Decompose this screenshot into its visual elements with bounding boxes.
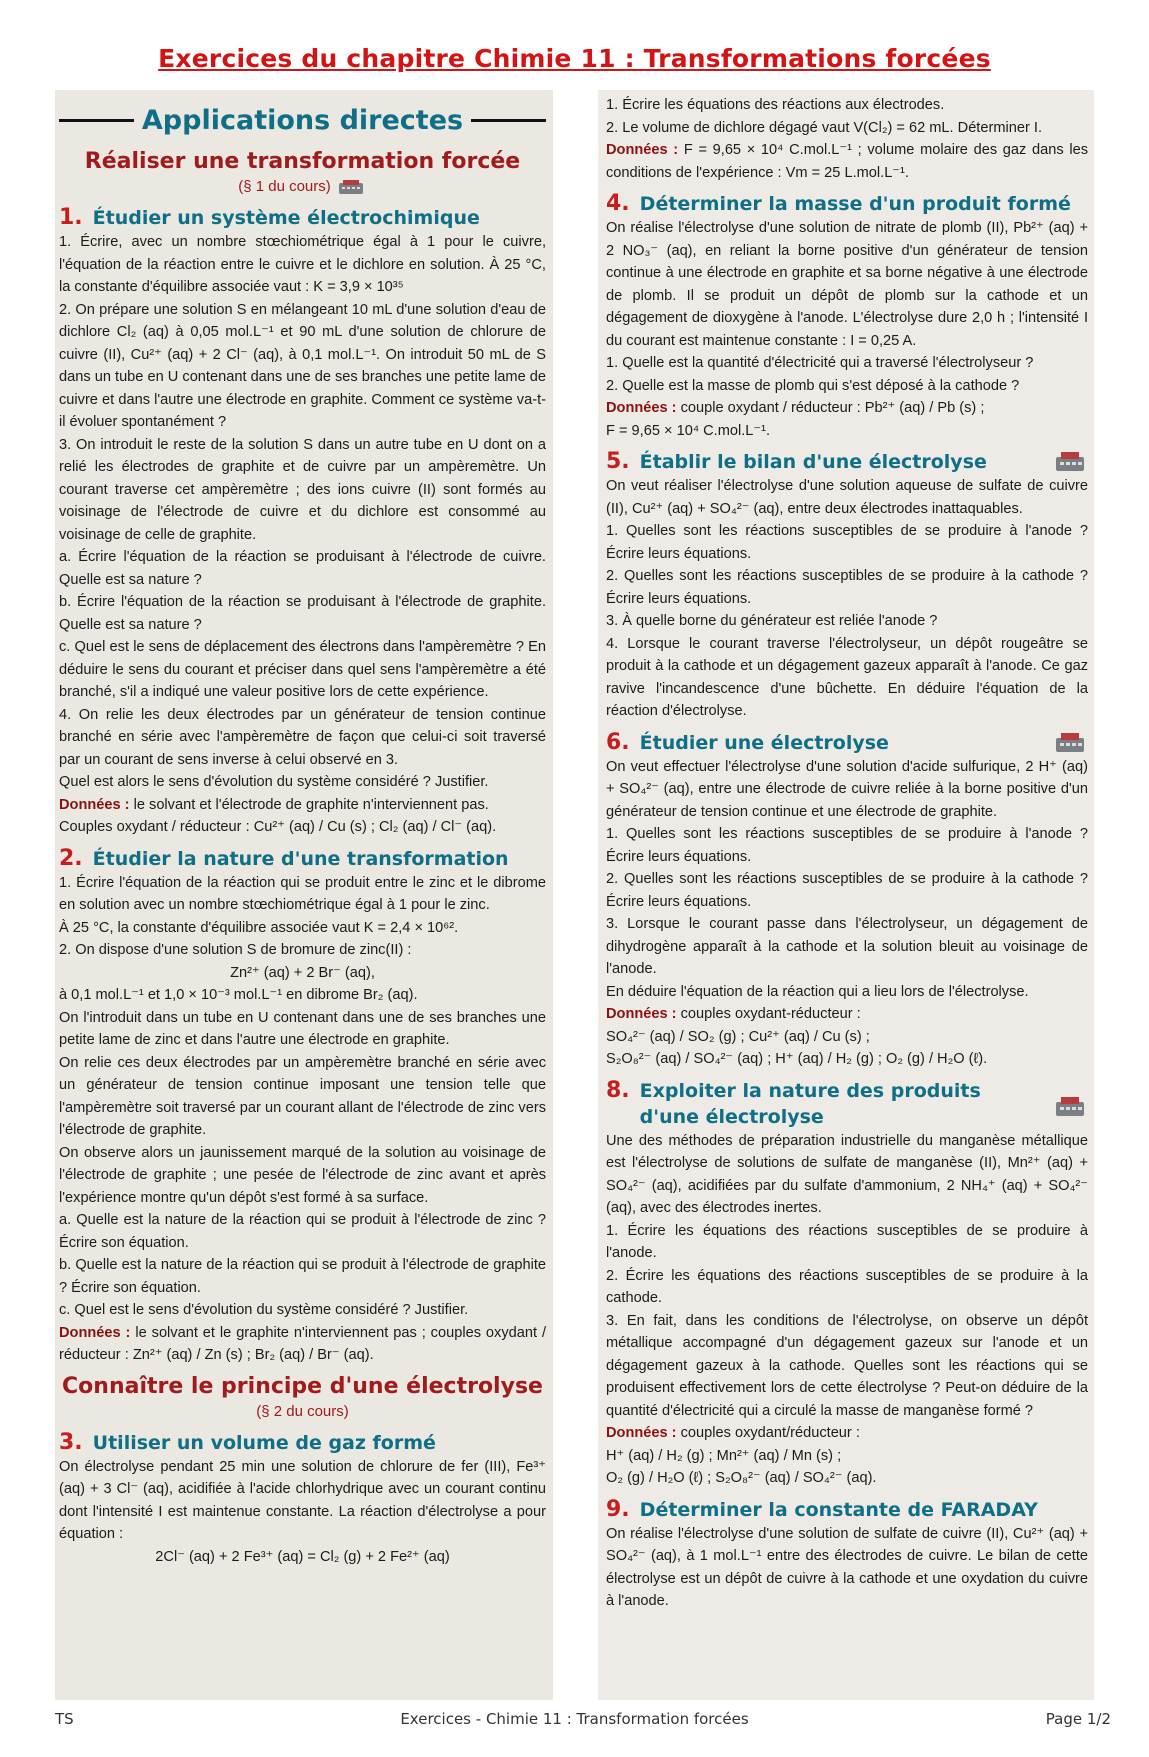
data-block: Données : le solvant et le graphite n'interviennent pas ; couples oxydant / réducteur : Zn²⁺ (aq) / Zn (s) ; Br₂ (aq) / Br⁻ (aq). — [59, 1324, 547, 1363]
exercise-title: 3. Utiliser un volume de gaz formé — [59, 1429, 436, 1455]
data-block: Données : couples oxydant-réducteur : — [606, 1006, 861, 1022]
question: On veut réaliser l'électrolyse d'une solution aqueuse de sulfate de cuivre (II), Cu²⁺ (aq) + SO₄²⁻ (aq), entre deux électrodes inattaquables. — [606, 478, 1088, 517]
question: c. Quel est le sens d'évolution du système considéré ? Justifier. — [59, 1302, 469, 1318]
section-title: Réaliser une transformation forcée — [84, 149, 521, 174]
question: à 0,1 mol.L⁻¹ et 1,0 × 10⁻³ mol.L⁻¹ en dibrome Br₂ (aq). — [59, 987, 418, 1003]
data-line: H⁺ (aq) / H₂ (g) ; Mn²⁺ (aq) / Mn (s) ; — [606, 1447, 842, 1464]
question: 2. On dispose d'une solution S de bromure de zinc(II) : — [59, 942, 412, 958]
data-block: Données : le solvant et l'électrode de graphite n'interviennent pas. — [59, 796, 489, 813]
calculator-icon — [1054, 732, 1088, 754]
question: On réalise l'électrolyse d'une solution de sulfate de cuivre (II), Cu²⁺ (aq) + SO₄²⁻ (aq), à 1 mol.L⁻¹ entre des électrodes de cuivre. Le bilan de cette électrolyse est un dépôt de cuivre à la cathode et une oxydation du cuivre à l'anode. — [606, 1525, 1088, 1609]
banner-rule-left — [59, 119, 134, 122]
question: 1. Quelles sont les réactions susceptibles de se produire à l'anode ? Écrire leurs équations. — [606, 826, 1088, 865]
right-column — [598, 90, 1094, 1700]
question: a. Quelle est la nature de la réaction qui se produit à l'électrode de zinc ? Écrire son équation. — [59, 1212, 546, 1251]
calculator-icon — [1054, 1096, 1088, 1118]
banner — [59, 98, 546, 142]
question: Une des méthodes de préparation industrielle du manganèse métallique est l'électrolyse de solutions de sulfate de manganèse (II), Mn²⁺ (aq) + SO₄²⁻ (aq), acidifiées par du sulfate d'ammonium, 2 NH₄⁺ (aq) + SO₄²⁻ (aq), avec des électrodes inertes. — [606, 1132, 1088, 1216]
banner-rule-right — [471, 119, 546, 122]
exercise-title: 8. Exploiter la nature des produits d'une électrolyse — [606, 1078, 1088, 1130]
question: 2. Quelles sont les réactions susceptibles de se produire à la cathode ? Écrire leurs équations. — [606, 568, 1088, 607]
question: On veut effectuer l'électrolyse d'une solution d'acide sulfurique, 2 H⁺ (aq) + SO₄²⁻ (aq), entre une électrode de cuivre reliée à la borne positive d'un générateur de tension continue et une électrode de graphite. — [606, 758, 1088, 820]
question: 2. Quelle est la masse de plomb qui s'est déposé à la cathode ? — [606, 377, 1020, 394]
question: 1. Quelle est la quantité d'électricité qui a traversé l'électrolyseur ? — [606, 355, 1034, 371]
question: 2. Quelles sont les réactions susceptibles de se produire à la cathode ? Écrire leurs équations. — [606, 871, 1088, 910]
left-column — [55, 90, 553, 1700]
question: 3. On introduit le reste de la solution S dans un autre tube en U dont on a relié les électrodes de graphite et de cuivre par un ampèremètre. Un courant traverse cet ampèremètre ; des ions cuivre (II) sont formés au voisinage de l'électrode de cuivre et du dichlore est consommé au voisinage de celle de graphite. — [59, 436, 546, 543]
exercise-title: 1. Étudier un système électrochimique — [59, 205, 480, 230]
question: Quel est alors le sens d'évolution du système considéré ? Justifier. — [59, 774, 489, 790]
question: 1. Écrire l'équation de la réaction qui se produit entre le zinc et le dibrome en solution avec un nombre stœchiométrique égal à 1 pour le zinc. — [59, 874, 546, 913]
data-line: F = 9,65 × 10⁴ C.mol.L⁻¹. — [606, 422, 771, 439]
question: On électrolyse pendant 25 min une solution de chlorure de fer (III), Fe³⁺ (aq) + 3 Cl⁻ (aq), acidifiée à l'acide chlorhydrique avec un courant continu dont l'intensité I est maintenue constante. La réaction d'électrolyse a pour équation : — [59, 1458, 546, 1542]
question: En déduire l'équation de la réaction qui a lieu lors de l'électrolyse. — [606, 983, 1029, 1000]
data-line: O₂ (g) / H₂O (ℓ) ; S₂O₈²⁻ (aq) / SO₄²⁻ (aq). — [606, 1470, 877, 1486]
equation: Zn²⁺ (aq) + 2 Br⁻ (aq), — [230, 964, 375, 981]
data-line: Couples oxydant / réducteur : Cu²⁺ (aq) / Cu (s) ; Cl₂ (aq) / Cl⁻ (aq). — [59, 819, 497, 835]
question: 2. Écrire les équations des réactions susceptibles de se produire à la cathode. — [606, 1267, 1088, 1306]
exercise-title: 4. Déterminer la masse d'un produit formé — [606, 191, 1071, 216]
question: On relie ces deux électrodes par un ampèremètre branché en série avec un générateur de tension continue imposant une tension telle que l'ampèremètre soit traversé par un courant allant de l'électrode de zinc vers l'électrode de graphite. — [59, 1054, 546, 1138]
exercise-title: 5. Établir le bilan d'une électrolyse — [606, 449, 1088, 475]
question: 3. À quelle borne du générateur est reliée l'anode ? — [606, 613, 938, 629]
banner-title: Applications directes — [141, 104, 464, 136]
section-subtitle: (§ 2 du cours) — [256, 1402, 349, 1420]
exercise-title: 2. Étudier la nature d'une transformation — [59, 845, 509, 871]
data-line: S₂O₈²⁻ (aq) / SO₄²⁻ (aq) ; H⁺ (aq) / H₂ (g) ; O₂ (g) / H₂O (ℓ). — [606, 1051, 988, 1067]
exercise-title: 9. Déterminer la constante de FARADAY — [606, 1496, 1038, 1522]
footer-class: TS — [55, 1710, 74, 1728]
question: À 25 °C, la constante d'équilibre associée vaut K = 2,4 × 10⁶². — [59, 919, 459, 936]
question: 2. Le volume de dichlore dégagé vaut V(Cl₂) = 62 mL. Déterminer I. — [606, 119, 1042, 136]
question: 1. Écrire les équations des réactions susceptibles de se produire à l'anode. — [606, 1222, 1088, 1261]
question: b. Écrire l'équation de la réaction se produisant à l'électrode de graphite. Quelle est sa nature ? — [59, 594, 546, 633]
question: 4. On relie les deux électrodes par un générateur de tension continue branché en série avec l'ampèremètre de façon que celui-ci soit traversé par un courant de sens inverse à celui observé en 3. — [59, 706, 546, 768]
question: 3. Lorsque le courant passe dans l'électrolyseur, un dégagement de dihydrogène apparaît à la cathode et la solution bleuit au voisinage de l'anode. — [606, 916, 1088, 977]
page-footer — [0, 1710, 1149, 1734]
question: 1. Quelles sont les réactions susceptibles de se produire à l'anode ? Écrire leurs équations. — [606, 523, 1088, 562]
question: 3. En fait, dans les conditions de l'électrolyse, on observe un dépôt métallique accompagné d'un dégagement gazeux sur l'anode et un dégagement gazeux à la cathode. Quelles sont les réactions qui se produisent effectivement lors de cette électrolyse ? Peut-on déduire de la quantité d'électricité qui a circulé la masse de manganèse formé ? — [606, 1312, 1088, 1419]
page-number: Page 1/2 — [1045, 1710, 1111, 1728]
calculator-icon — [337, 179, 367, 195]
data-line: SO₄²⁻ (aq) / SO₂ (g) ; Cu²⁺ (aq) / Cu (s) ; — [606, 1028, 870, 1045]
exercise-title: 6. Étudier une électrolyse — [606, 730, 1088, 756]
page-title: Exercices du chapitre Chimie 11 : Transformations forcées — [158, 44, 991, 73]
data-block: Données : F = 9,65 × 10⁴ C.mol.L⁻¹ ; volume molaire des gaz dans les conditions de l'expérience : Vm = 25 L.mol.L⁻¹. — [606, 142, 1088, 181]
section-title: Connaître le principe d'une électrolyse — [62, 1373, 543, 1399]
question: 4. Lorsque le courant traverse l'électrolyseur, un dépôt rougeâtre se produit à la cathode et un dégagement gazeux apparaît à l'anode. Ce gaz ravive l'incandescence d'une bûchette. En déduire l'équation de la réaction d'électrolyse. — [606, 635, 1088, 719]
data-block: Données : couple oxydant / réducteur : Pb²⁺ (aq) / Pb (s) ; — [606, 400, 985, 416]
question: On réalise l'électrolyse d'une solution de nitrate de plomb (II), Pb²⁺ (aq) + 2 NO₃⁻ (aq), en reliant la borne positive d'un générateur de tension continue à une électrode en graphite et sa borne négative à une électrode de plomb. Il se produit un dépôt de plomb sur la cathode et un dégagement de dioxygène à l'anode. L'électrolyse dure 2,0 h ; l'intensité I du courant est maintenue constante : I = 0,25 A. — [606, 220, 1088, 349]
question: On observe alors un jaunissement marqué de la solution au voisinage de l'électrode de graphite ; une pesée de l'électrode de zinc avant et après l'expérience montre qu'un dépôt s'est formé à sa surface. — [59, 1144, 546, 1206]
equation: 2Cl⁻ (aq) + 2 Fe³⁺ (aq) = Cl₂ (g) + 2 Fe²⁺ (aq) — [155, 1548, 450, 1565]
section-subtitle: (§ 1 du cours) — [59, 176, 546, 198]
calculator-icon — [1054, 451, 1088, 473]
question: a. Écrire l'équation de la réaction se produisant à l'électrode de cuivre. Quelle est sa nature ? — [59, 549, 546, 588]
question: c. Quel est le sens de déplacement des électrons dans l'ampèremètre ? En déduire le sens du courant et préciser dans quel sens l'ampèremètre a été branché, s'il a indiqué une valeur positive lors de cette expérience. — [59, 639, 546, 700]
data-block: Données : couples oxydant/réducteur : — [606, 1425, 860, 1441]
question: 2. On prépare une solution S en mélangeant 10 mL d'une solution d'eau de dichlore Cl₂ (aq) à 0,05 mol.L⁻¹ et 90 mL d'une solution de chlorure de cuivre (II), Cu²⁺ (aq) + 2 Cl⁻ (aq), à 0,1 mol.L⁻¹. On introduit 50 mL de S dans un tube en U contenant dans une de ses branches une petite lame de cuivre et dans l'autre une électrode en graphite. Comment ce système va-t-il évoluer spontanément ? — [59, 301, 546, 430]
question: b. Quelle est la nature de la réaction qui se produit à l'électrode de graphite ? Écrire son équation. — [59, 1257, 546, 1296]
question: On l'introduit dans un tube en U contenant dans une de ses branches une petite lame de zinc et dans l'autre une électrode en graphite. — [59, 1009, 546, 1048]
exercise-title-line: d'une électrolyse — [639, 1105, 824, 1128]
question: 1. Écrire, avec un nombre stœchiométrique égal à 1 pour le cuivre, l'équation de la réaction entre le cuivre et le dichlore en solution. À 25 °C, la constante d'équilibre associée vaut : K = 3,9 × 10³⁵ — [59, 234, 546, 295]
footer-title: Exercices - Chimie 11 : Transformation forcées — [400, 1710, 749, 1728]
exercise-title-line: Exploiter la nature des produits — [639, 1079, 981, 1102]
question: 1. Écrire les équations des réactions aux électrodes. — [606, 97, 945, 113]
